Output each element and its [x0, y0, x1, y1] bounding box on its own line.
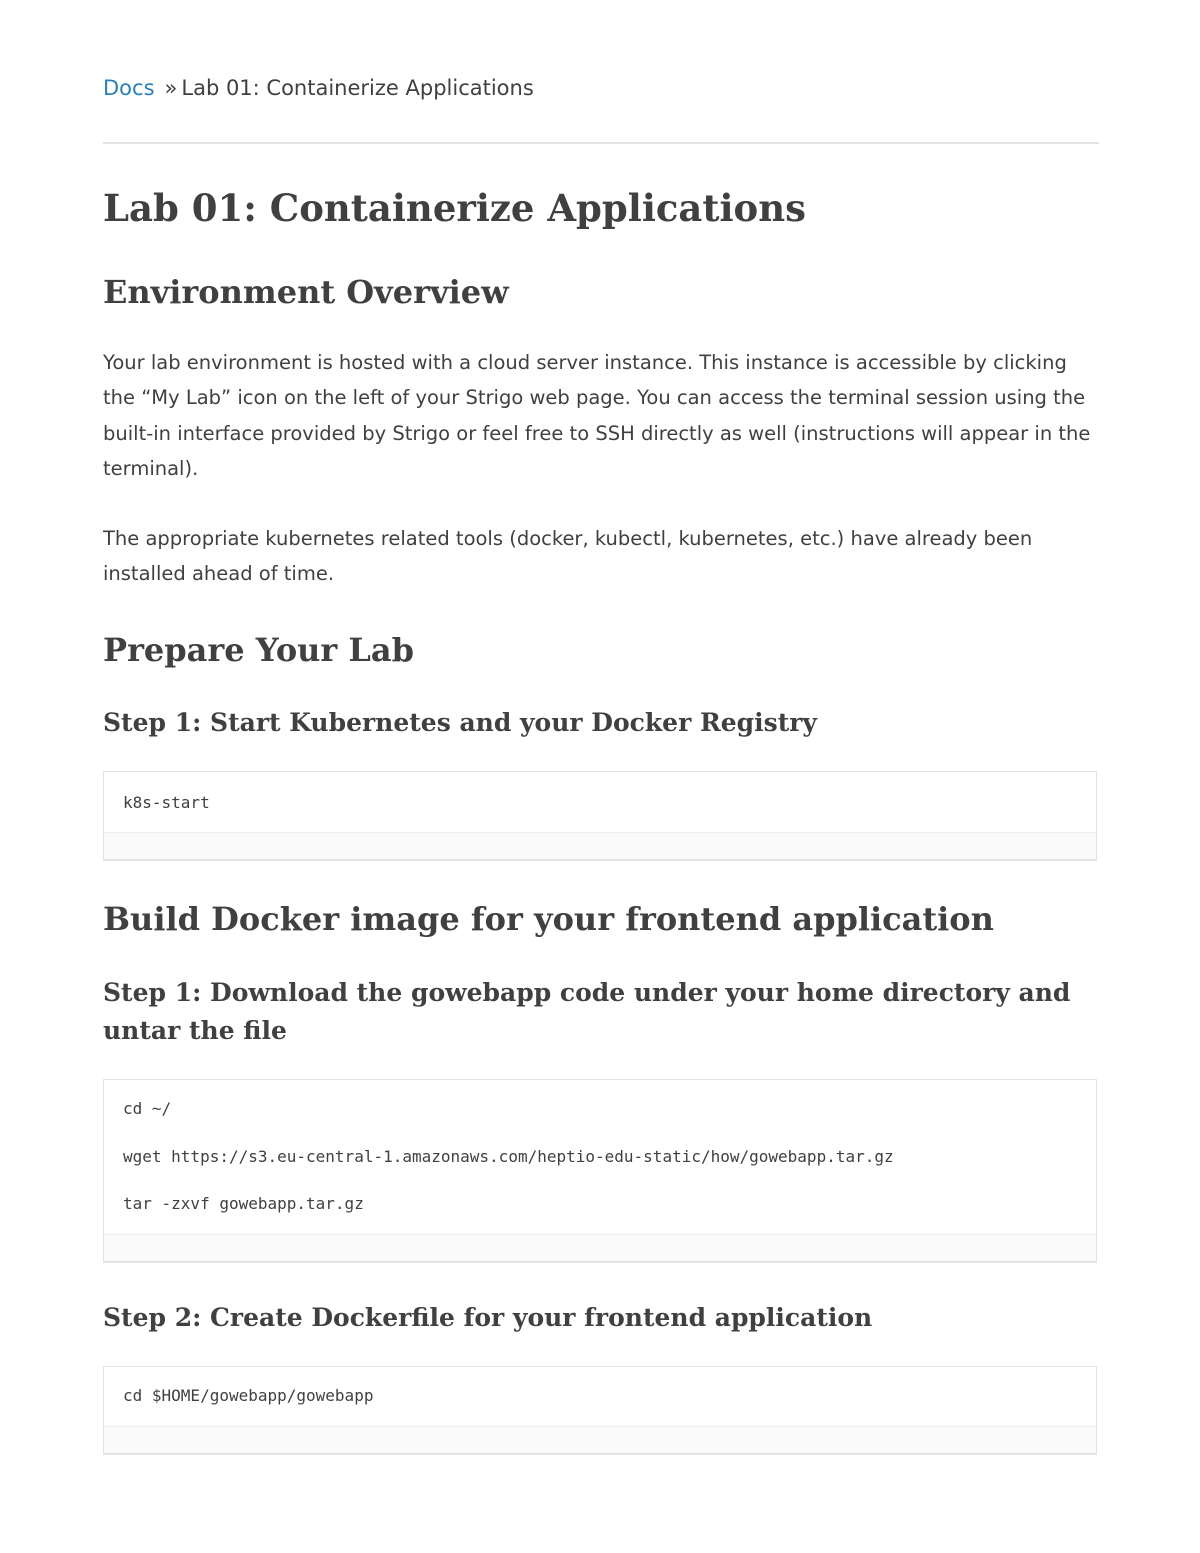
horizontal-scrollbar[interactable] — [104, 832, 1096, 859]
breadcrumb-current: Lab 01: Containerize Applications — [181, 76, 534, 100]
horizontal-scrollbar[interactable] — [104, 1426, 1096, 1453]
code-block-cd-gowebapp[interactable] — [103, 1366, 1097, 1455]
page-title: Lab 01: Containerize Applications — [103, 186, 806, 230]
code-line: cd $HOME/gowebapp/gowebapp — [123, 1386, 374, 1405]
heading-prepare-step-1: Step 1: Start Kubernetes and your Docker Registry — [103, 708, 817, 737]
breadcrumb — [103, 74, 534, 102]
breadcrumb-docs-link[interactable]: Docs — [103, 76, 155, 100]
heading-environment-overview: Environment Overview — [103, 273, 509, 311]
heading-build-step-2: Step 2: Create Dockerfile for your frontend application — [103, 1303, 873, 1332]
heading-build-docker-image: Build Docker image for your frontend application — [103, 900, 994, 938]
code-line: tar -zxvf gowebapp.tar.gz — [123, 1194, 364, 1213]
code-block-download-gowebapp[interactable] — [103, 1079, 1097, 1263]
code-line: wget https://s3.eu-central-1.amazonaws.com/heptio-edu-static/how/gowebapp.tar.gz — [123, 1147, 894, 1166]
code-block-k8s-start[interactable] — [103, 771, 1097, 861]
heading-prepare-your-lab: Prepare Your Lab — [103, 631, 415, 669]
horizontal-scrollbar[interactable] — [104, 1234, 1096, 1261]
breadcrumb-separator: » — [164, 76, 178, 100]
code-line: k8s-start — [123, 793, 210, 812]
environment-paragraph-2: The appropriate kubernetes related tools (docker, kubectl, kubernetes, etc.) have already been installed ahead of time. — [103, 527, 1033, 586]
code-line: cd ~/ — [123, 1099, 172, 1118]
environment-paragraph-1: Your lab environment is hosted with a cloud server instance. This instance is accessible by clicking the “My Lab” icon on the left of your Strigo web page. You can access the terminal session using the built-in interface provided by Strigo or feel free to SSH directly as well (instructions will appear in the terminal). — [103, 351, 1091, 480]
heading-build-step-1: Step 1: Download the gowebapp code under your home directory and untar the file — [103, 978, 1071, 1045]
header-divider — [103, 142, 1099, 144]
